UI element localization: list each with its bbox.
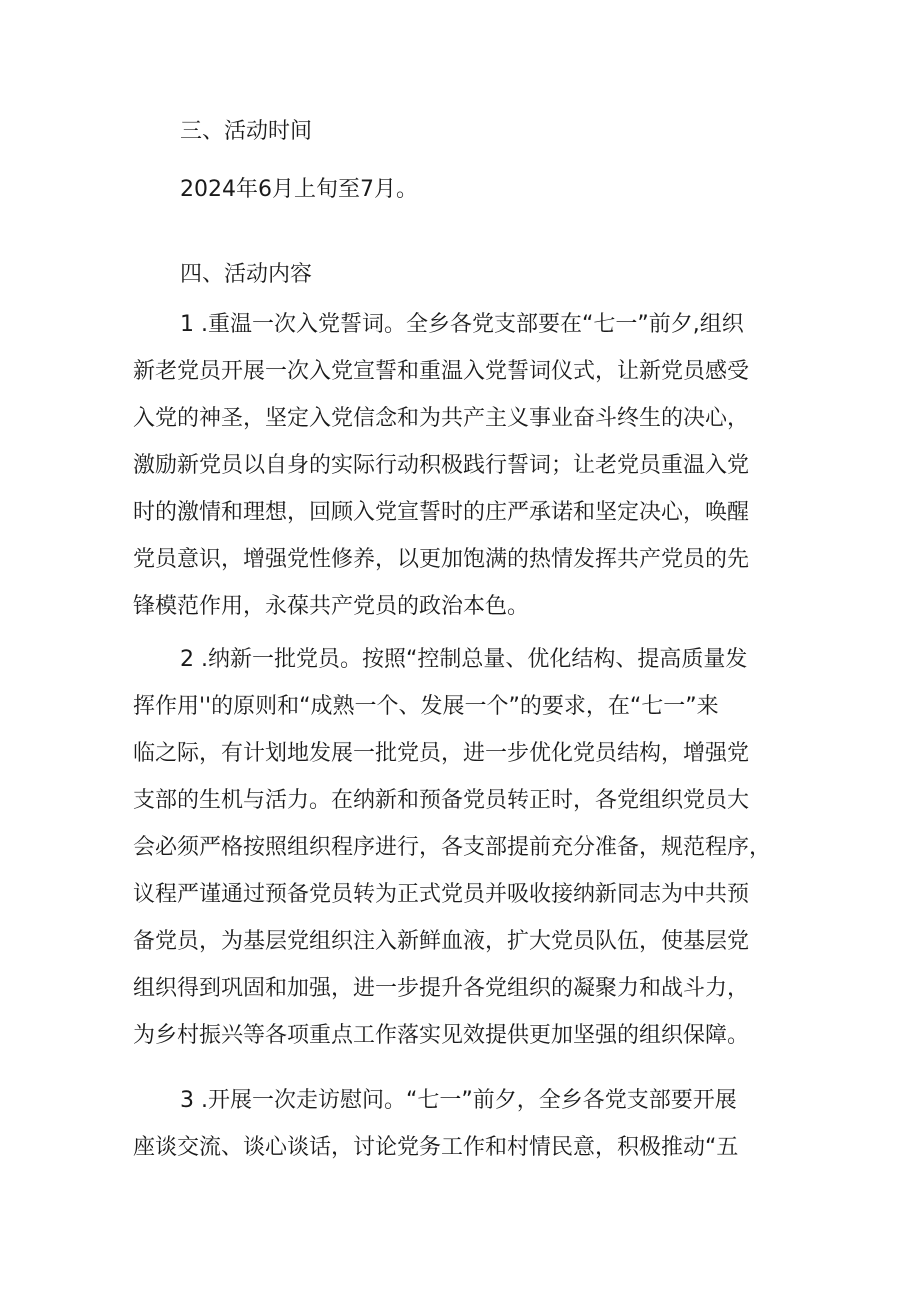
item2-line: 议程严谨通过预备党员转为正式党员并吸收接纳新同志为中共预 [133,882,750,907]
item1-line: 党员意识，增强党性修养，以更加饱满的热情发挥共产党员的先 [133,547,750,572]
item1-line: 锋模范作用，永葆共产党员的政治本色。 [133,594,530,619]
item2-line: 支部的生机与活力。在纳新和预备党员转正时，各党组织党员大 [133,788,750,813]
item3-line: 座谈交流、谈心谈话，讨论党务工作和村情民意，积极推动“五 [133,1135,739,1160]
item1-line: 新老党员开展一次入党宣誓和重温入党誓词仪式，让新党员感受 [133,359,750,384]
section-3-heading: 三、活动时间 [180,119,313,144]
item2-line: 挥作用''的原则和“成熟一个、发展一个”的要求，在“七一”来 [133,694,719,719]
item2-line: 组织得到巩固和加强，进一步提升各党组织的凝聚力和战斗力， [133,976,750,1001]
item1-line: 1 .重温一次入党誓词。全乡各党支部要在“七一”前夕,组织 [180,312,744,337]
section-4-heading: 四、活动内容 [180,262,313,287]
item1-line: 激励新党员以自身的实际行动积极践行誓词；让老党员重温入党 [133,453,750,478]
item2-line: 为乡村振兴等各项重点工作落实见效提供更加坚强的组织保障。 [133,1023,750,1048]
item1-line: 时的激情和理想，回顾入党宣誓时的庄严承诺和坚定决心，唤醒 [133,500,750,525]
item2-line: 2 .纳新一批党员。按照“控制总量、优化结构、提高质量发 [180,647,748,672]
item3-line: 3 .开展一次走访慰问。“七一”前夕，全乡各党支部要开展 [180,1088,737,1113]
item2-line: 临之际，有计划地发展一批党员，进一步优化党员结构，增强党 [133,741,750,766]
activity-period: 2024年6月上旬至7月。 [180,177,418,202]
item2-line: 备党员，为基层党组织注入新鲜血液，扩大党员队伍，使基层党 [133,929,750,954]
item1-line: 入党的神圣，坚定入党信念和为共产主义事业奋斗终生的决心， [133,406,750,431]
item2-line: 会必须严格按照组织程序进行，各支部提前充分准备，规范程序， [133,835,772,860]
